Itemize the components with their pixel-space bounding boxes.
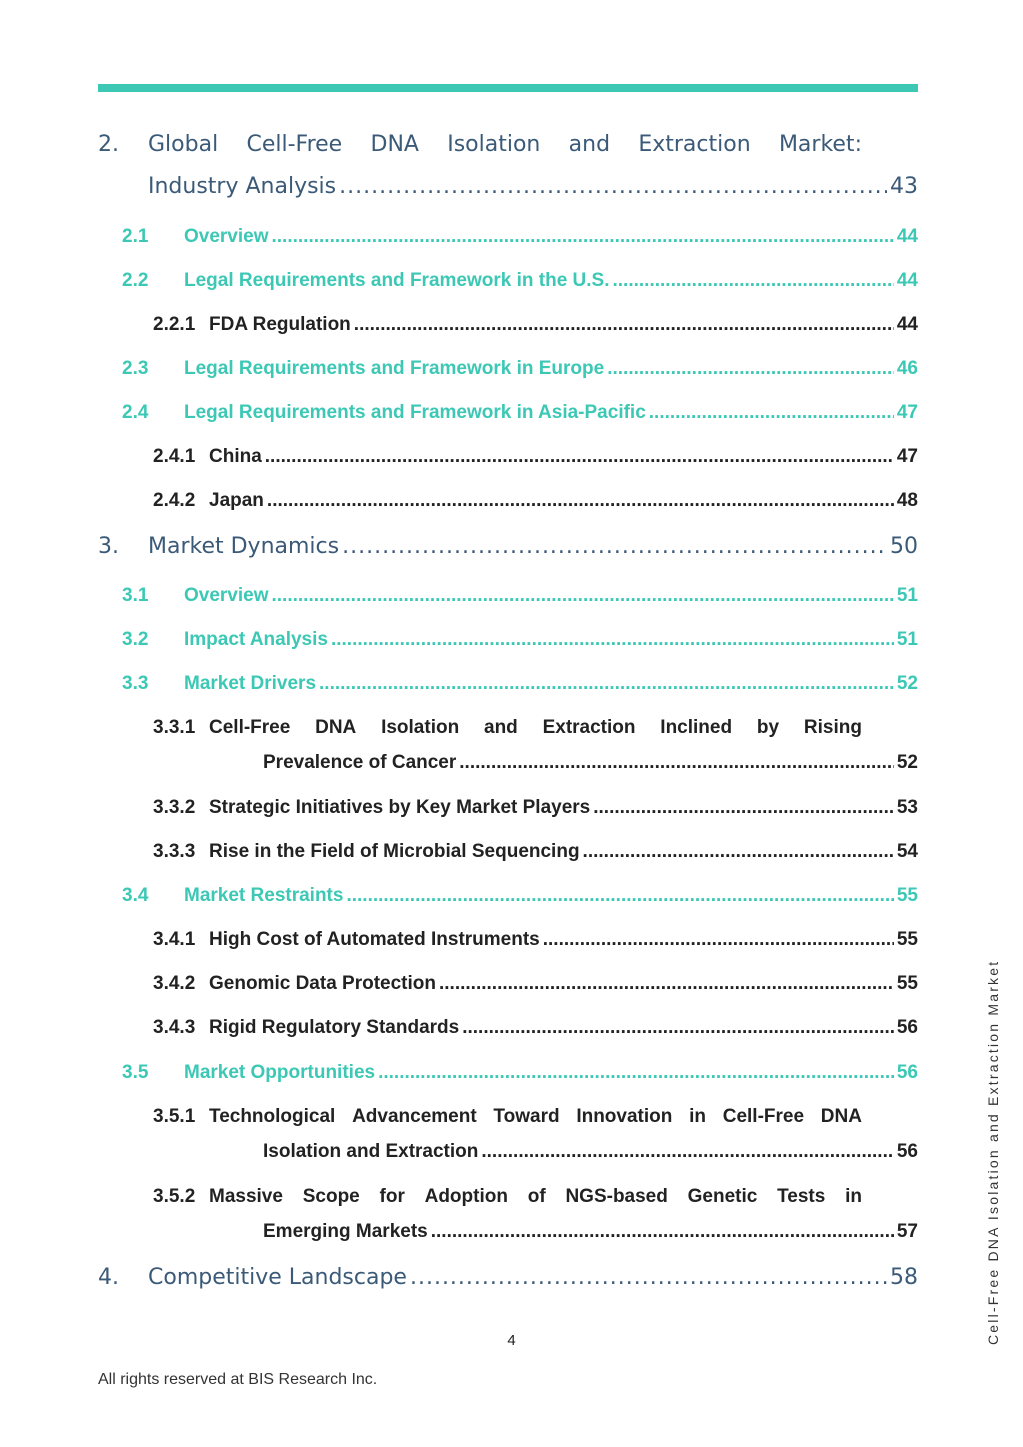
- toc-subsection-3-5-1-line1[interactable]: [153, 1106, 918, 1128]
- dot-leader: [649, 402, 894, 424]
- toc-title-word: Scope: [302, 1186, 360, 1207]
- toc-page: 50: [890, 534, 918, 559]
- toc-number: 3.4: [122, 885, 149, 906]
- dot-leader: [354, 314, 894, 336]
- toc-title-word: Innovation: [576, 1106, 673, 1127]
- toc-number: 3.1: [122, 585, 149, 606]
- dot-leader: [459, 752, 894, 774]
- toc-title-line: [148, 132, 862, 157]
- dot-leader: [378, 1062, 894, 1084]
- toc-page: 56: [896, 1017, 918, 1038]
- toc-chapter-2-line2[interactable]: [148, 174, 918, 199]
- toc-number: 2.3: [122, 358, 149, 379]
- page-number: 4: [507, 1332, 516, 1349]
- toc-page: 47: [896, 402, 918, 423]
- toc-number: 3.3: [122, 673, 149, 694]
- toc-page: 51: [896, 629, 918, 650]
- header-rule: [98, 84, 918, 92]
- toc-title-word: Rising: [803, 717, 862, 738]
- toc-page: 56: [896, 1141, 918, 1162]
- toc-number: 2.: [98, 132, 119, 157]
- toc-page: 52: [896, 673, 918, 694]
- dot-leader: [265, 446, 894, 468]
- toc-title: Isolation and Extraction: [263, 1141, 479, 1162]
- toc-subsection-3-3-1-line1[interactable]: [153, 717, 918, 739]
- dot-leader: [346, 885, 893, 907]
- toc-subsection-3-5-2-line2[interactable]: [263, 1221, 918, 1243]
- dot-leader: [607, 358, 894, 380]
- dot-leader: [319, 673, 894, 695]
- toc-number: 3.5: [122, 1062, 149, 1083]
- toc-title-word: Massive: [209, 1186, 283, 1207]
- toc-title: Strategic Initiatives by Key Market Players: [209, 797, 591, 818]
- toc-title: Legal Requirements and Framework in Europe: [184, 358, 605, 379]
- toc-title-word: Adoption: [424, 1186, 508, 1207]
- toc-page: 52: [896, 752, 918, 773]
- toc-page: 48: [896, 490, 918, 511]
- toc-subsection-3-4-3[interactable]: [153, 1017, 918, 1039]
- toc-title: China: [209, 446, 262, 467]
- toc-number: 3.2: [122, 629, 149, 650]
- dot-leader: [613, 270, 894, 292]
- toc-title-word: Global: [148, 132, 219, 157]
- toc-section-2-1[interactable]: [122, 226, 918, 248]
- toc-title-word: Technological: [209, 1106, 336, 1127]
- toc-title-word: Market:: [778, 132, 862, 157]
- toc-number: 2.4.1: [153, 446, 196, 467]
- toc-title-word: in: [845, 1186, 862, 1207]
- toc-title-word: Extraction: [542, 717, 636, 738]
- toc-subsection-3-4-1[interactable]: [153, 929, 918, 951]
- toc-page: 46: [896, 358, 918, 379]
- toc-title-line: [209, 717, 862, 739]
- toc-title: Overview: [184, 585, 269, 606]
- toc-title: High Cost of Automated Instruments: [209, 929, 540, 950]
- toc-number: 3.5.1: [153, 1106, 196, 1127]
- dot-leader: [543, 929, 894, 951]
- toc-title-word: Toward: [493, 1106, 560, 1127]
- toc-title-word: DNA: [820, 1106, 862, 1127]
- toc-title: FDA Regulation: [209, 314, 351, 335]
- toc-title-line: [209, 1106, 862, 1128]
- toc-title: Legal Requirements and Framework in the U.S.: [184, 270, 610, 291]
- toc-number: 3.3.2: [153, 797, 196, 818]
- toc-title: Market Opportunities: [184, 1062, 376, 1083]
- toc-title: Emerging Markets: [263, 1221, 428, 1242]
- toc-title-word: and: [568, 132, 611, 157]
- toc-title: Rigid Regulatory Standards: [209, 1017, 460, 1038]
- toc-subsection-3-5-2-line1[interactable]: [153, 1186, 918, 1208]
- toc-page: 51: [896, 585, 918, 606]
- toc-number: 4.: [98, 1265, 119, 1290]
- toc-title: Market Dynamics: [148, 534, 340, 559]
- toc-subsection-3-3-2[interactable]: [153, 797, 918, 819]
- toc-title-word: Genetic: [687, 1186, 758, 1207]
- toc-chapter-3[interactable]: [98, 534, 918, 559]
- toc-title-word: Cell-Free: [722, 1106, 805, 1127]
- toc-chapter-2-line1[interactable]: [98, 132, 918, 157]
- toc-title: Competitive Landscape: [148, 1265, 407, 1290]
- toc-title: Prevalence of Cancer: [263, 752, 457, 773]
- side-running-title: Cell-Free DNA Isolation and Extraction Market: [985, 959, 1001, 1345]
- dot-leader: [272, 226, 894, 248]
- toc-section-3-4[interactable]: [122, 885, 918, 907]
- toc-title-word: by: [756, 717, 780, 738]
- toc-chapter-4[interactable]: [98, 1265, 918, 1290]
- toc-title-word: Tests: [777, 1186, 826, 1207]
- toc-title: Market Drivers: [184, 673, 317, 694]
- toc-title-word: Extraction: [638, 132, 751, 157]
- toc-title-word: Isolation: [381, 717, 460, 738]
- toc-title-word: Advancement: [352, 1106, 477, 1127]
- toc-number: 2.1: [122, 226, 149, 247]
- toc-page: 55: [896, 929, 918, 950]
- toc-section-3-3[interactable]: [122, 673, 918, 695]
- toc-subsection-3-4-2[interactable]: [153, 973, 918, 995]
- toc-title-word: Cell-Free: [209, 717, 291, 738]
- toc-section-3-2[interactable]: [122, 629, 918, 651]
- toc-section-2-2[interactable]: [122, 270, 918, 292]
- toc-title: Market Restraints: [184, 885, 344, 906]
- toc-number: 3.3.1: [153, 717, 196, 738]
- toc-number: 3.4.2: [153, 973, 196, 994]
- toc-title: Japan: [209, 490, 264, 511]
- toc-title-word: DNA: [370, 132, 419, 157]
- toc-number: 3.: [98, 534, 119, 559]
- toc-page: 53: [896, 797, 918, 818]
- dot-leader: [583, 841, 894, 863]
- toc-number: 2.2: [122, 270, 149, 291]
- toc-number: 3.4.3: [153, 1017, 196, 1038]
- dot-leader: [331, 629, 894, 651]
- toc-page: 58: [890, 1265, 918, 1290]
- dot-leader: [462, 1017, 894, 1039]
- toc-number: 2.4.2: [153, 490, 196, 511]
- toc-page: 43: [890, 174, 918, 199]
- toc-section-3-5[interactable]: [122, 1062, 918, 1084]
- toc-title: Rise in the Field of Microbial Sequencing: [209, 841, 580, 862]
- toc-title: Overview: [184, 226, 269, 247]
- toc-section-3-1[interactable]: [122, 585, 918, 607]
- dot-leader: [342, 534, 887, 559]
- toc-title: Legal Requirements and Framework in Asia-Pacific: [184, 402, 646, 423]
- toc-section-2-3[interactable]: [122, 358, 918, 380]
- toc-number: 3.5.2: [153, 1186, 196, 1207]
- toc-subsection-3-5-1-line2[interactable]: [263, 1141, 918, 1163]
- toc-title-word: Cell-Free: [246, 132, 343, 157]
- toc-subsection-2-4-1[interactable]: [153, 446, 918, 468]
- toc-page: 54: [896, 841, 918, 862]
- dot-leader: [593, 797, 894, 819]
- toc-subsection-3-3-1-line2[interactable]: [263, 752, 918, 774]
- toc-title: Genomic Data Protection: [209, 973, 436, 994]
- toc-page: 55: [896, 885, 918, 906]
- toc-number: 2.4: [122, 402, 149, 423]
- toc-subsection-3-3-3[interactable]: [153, 841, 918, 863]
- dot-leader: [272, 585, 894, 607]
- dot-leader: [267, 490, 894, 512]
- toc-title-line: [209, 1186, 862, 1208]
- toc-title: Industry Analysis: [148, 174, 337, 199]
- dot-leader: [410, 1265, 887, 1290]
- dot-leader: [339, 174, 887, 199]
- toc-title-word: Isolation: [447, 132, 541, 157]
- toc-number: 2.2.1: [153, 314, 196, 335]
- toc-title-word: for: [379, 1186, 405, 1207]
- footer-copyright: All rights reserved at BIS Research Inc.: [98, 1371, 378, 1388]
- toc-title: Impact Analysis: [184, 629, 328, 650]
- toc-page: 44: [896, 270, 918, 291]
- dot-leader: [481, 1141, 893, 1163]
- toc-section-2-4[interactable]: [122, 402, 918, 424]
- toc-number: 3.3.3: [153, 841, 196, 862]
- toc-title-word: and: [484, 717, 518, 738]
- toc-subsection-2-2-1[interactable]: [153, 314, 918, 336]
- toc-title-word: DNA: [315, 717, 357, 738]
- toc-page: 44: [896, 226, 918, 247]
- toc-page: 57: [896, 1221, 918, 1242]
- toc-page: 44: [896, 314, 918, 335]
- toc-subsection-2-4-2[interactable]: [153, 490, 918, 512]
- toc-number: 3.4.1: [153, 929, 196, 950]
- toc-title-word: Inclined: [660, 717, 733, 738]
- toc-title-word: NGS-based: [565, 1186, 668, 1207]
- toc-title-word: of: [527, 1186, 546, 1207]
- toc-page: 47: [896, 446, 918, 467]
- toc-page: 56: [896, 1062, 918, 1083]
- dot-leader: [431, 1221, 894, 1243]
- toc-title-word: in: [689, 1106, 706, 1127]
- toc-page: 55: [896, 973, 918, 994]
- dot-leader: [439, 973, 894, 995]
